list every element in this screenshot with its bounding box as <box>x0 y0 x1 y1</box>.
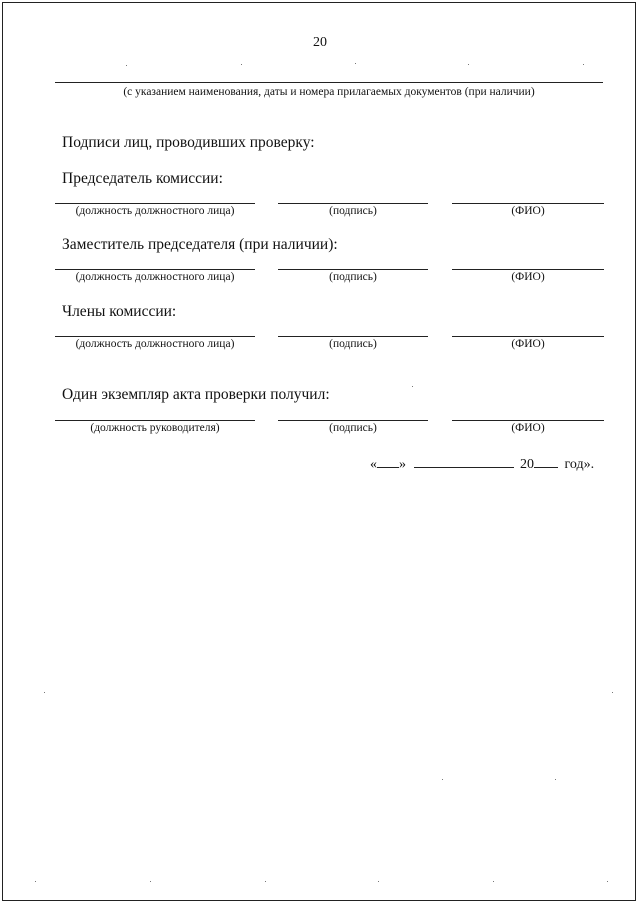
year-prefix: 20 <box>520 457 534 472</box>
date-open-quote: « <box>370 457 377 472</box>
recipient-signature-caption: (подпись) <box>329 422 377 434</box>
recipient-name-caption: (ФИО) <box>511 422 545 434</box>
members-name-line[interactable] <box>452 336 604 337</box>
scan-speck <box>555 779 556 780</box>
scan-speck <box>612 692 613 693</box>
deputy-position-line[interactable] <box>55 269 255 270</box>
scan-speck <box>150 881 151 882</box>
scan-speck <box>44 692 45 693</box>
deputy-name-line[interactable] <box>452 269 604 270</box>
scan-speck <box>35 881 36 882</box>
chairman-signature-line[interactable] <box>278 203 428 204</box>
recipient-heading: Один экземпляр акта проверки получил: <box>62 386 330 403</box>
attachments-caption: (с указанием наименования, даты и номера прилагаемых документов (при наличии) <box>123 86 535 98</box>
date-line <box>370 454 615 473</box>
members-position-line[interactable] <box>55 336 255 337</box>
day-blank[interactable] <box>377 454 399 468</box>
recipient-position-caption: (должность руководителя) <box>90 422 220 434</box>
deputy-position-caption: (должность должностного лица) <box>75 271 235 283</box>
date-close-quote: » <box>399 457 406 472</box>
scan-speck <box>378 881 379 882</box>
chairman-name-caption: (ФИО) <box>511 205 545 217</box>
recipient-position-line[interactable] <box>55 420 255 421</box>
scan-speck <box>493 881 494 882</box>
scan-speck <box>265 881 266 882</box>
chairman-signature-caption: (подпись) <box>329 205 377 217</box>
recipient-signature-line[interactable] <box>278 420 428 421</box>
members-name-caption: (ФИО) <box>511 338 545 350</box>
deputy-signature-line[interactable] <box>278 269 428 270</box>
scan-speck <box>468 64 469 65</box>
chairman-heading: Председатель комиссии: <box>62 170 223 187</box>
scan-speck <box>355 63 356 64</box>
deputy-signature-caption: (подпись) <box>329 271 377 283</box>
members-signature-line[interactable] <box>278 336 428 337</box>
month-blank[interactable] <box>414 454 514 468</box>
chairman-position-caption: (должность должностного лица) <box>75 205 235 217</box>
scan-speck <box>442 779 443 780</box>
chairman-position-line[interactable] <box>55 203 255 204</box>
chairman-name-line[interactable] <box>452 203 604 204</box>
page-number: 20 <box>313 35 327 50</box>
scan-speck <box>126 65 127 66</box>
scan-speck <box>241 64 242 65</box>
attachments-line[interactable] <box>55 82 603 83</box>
scan-speck <box>412 386 413 387</box>
deputy-name-caption: (ФИО) <box>511 271 545 283</box>
signatures-heading: Подписи лиц, проводивших проверку: <box>62 134 315 151</box>
scan-speck <box>583 64 584 65</box>
members-heading: Члены комиссии: <box>62 303 177 320</box>
recipient-name-line[interactable] <box>452 420 604 421</box>
scan-speck <box>607 881 608 882</box>
members-position-caption: (должность должностного лица) <box>75 338 235 350</box>
year-blank[interactable] <box>534 454 558 468</box>
members-signature-caption: (подпись) <box>329 338 377 350</box>
year-suffix: год». <box>564 457 595 472</box>
deputy-heading: Заместитель председателя (при наличии): <box>62 236 338 253</box>
